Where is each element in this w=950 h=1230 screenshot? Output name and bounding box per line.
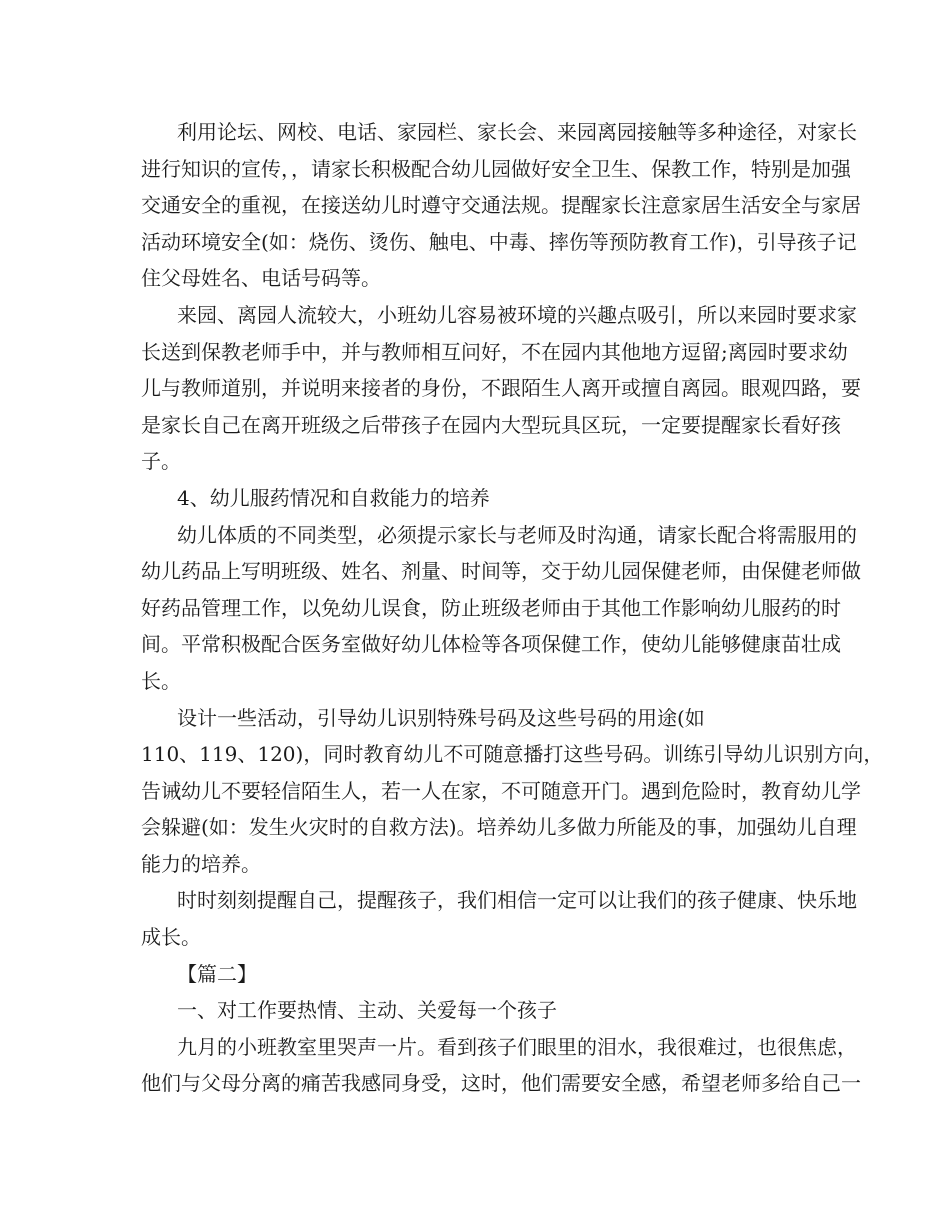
paragraph-1-line-4: 活动环境安全(如：烧伤、烫伤、触电、中毒、摔伤等预防教育工作)，引导孩子记: [141, 229, 857, 254]
paragraph-1-line-2: 进行知识的宣传，，请家长积极配合幼儿园做好安全卫生、保教工作，特别是加强: [141, 156, 851, 181]
paragraph-6-line-1: 九月的小班教室里哭声一片。看到孩子们眼里的泪水，我很难过，也很焦虑，: [177, 1034, 857, 1059]
paragraph-1-line-5: 住父母姓名、电话号码等。: [141, 266, 381, 291]
paragraph-1-line-3: 交通安全的重视，在接送幼儿时遵守交通法规。提醒家长注意家居生活安全与家居: [141, 193, 861, 218]
paragraph-4-line-2: 110、119、120)，同时教育幼儿不可随意播打这些号码。训练引导幼儿识别方向，: [141, 742, 884, 767]
paragraph-2-line-5: 子。: [141, 449, 181, 474]
paragraph-2-line-1: 来园、离园人流较大，小班幼儿容易被环境的兴趣点吸引，所以来园时要求家: [177, 302, 857, 327]
subsection-heading-1: 一、对工作要热情、主动、关爱每一个孩子: [177, 998, 557, 1023]
paragraph-3-line-3: 好药品管理工作，以免幼儿误食，防止班级老师由于其他工作影响幼儿服药的时: [141, 595, 841, 620]
paragraph-4-line-1: 设计一些活动，引导幼儿识别特殊号码及这些号码的用途(如: [177, 705, 705, 730]
paragraph-4-line-5: 能力的培养。: [141, 851, 261, 876]
paragraph-1-line-1: 利用论坛、网校、电话、家园栏、家长会、来园离园接触等多种途径，对家长: [177, 120, 857, 144]
paragraph-2-line-4: 是家长自己在离开班级之后带孩子在园内大型玩具区玩，一定要提醒家长看好孩: [141, 412, 841, 437]
section-heading-part-two: 【篇二】: [177, 961, 257, 986]
paragraph-3-line-2: 幼儿药品上写明班级、姓名、剂量、时间等，交于幼儿园保健老师，由保健老师做: [141, 559, 861, 584]
paragraph-4-line-4: 会躲避(如：发生火灾时的自救方法)。培养幼儿多做力所能及的事，加强幼儿自理: [141, 815, 857, 840]
paragraph-6-line-2: 他们与父母分离的痛苦我感同身受，这时，他们需要安全感，希望老师多给自己一: [141, 1071, 861, 1096]
paragraph-4-line-3: 告诫幼儿不要轻信陌生人，若一人在家，不可随意开门。遇到危险时，教育幼儿学: [141, 778, 861, 803]
paragraph-5-line-1: 时时刻刻提醒自己，提醒孩子，我们相信一定可以让我们的孩子健康、快乐地: [177, 888, 857, 913]
section-heading-4: 4、幼儿服药情况和自救能力的培养: [177, 485, 490, 510]
paragraph-3-line-1: 幼儿体质的不同类型，必须提示家长与老师及时沟通，请家长配合将需服用的: [177, 522, 857, 547]
document-body: [141, 114, 884, 1102]
paragraph-5-line-2: 成长。: [141, 925, 201, 950]
paragraph-3-line-4: 间。平常积极配合医务室做好幼儿体检等各项保健工作，使幼儿能够健康苗壮成: [141, 632, 841, 657]
paragraph-2-line-3: 儿与教师道别，并说明来接者的身份，不跟陌生人离开或擅自离园。眼观四路，要: [141, 376, 861, 401]
paragraph-2-line-2: 长送到保教老师手中，并与教师相互问好，不在园内其他地方逗留;离园时要求幼: [141, 339, 848, 364]
paragraph-3-line-5: 长。: [141, 668, 181, 693]
